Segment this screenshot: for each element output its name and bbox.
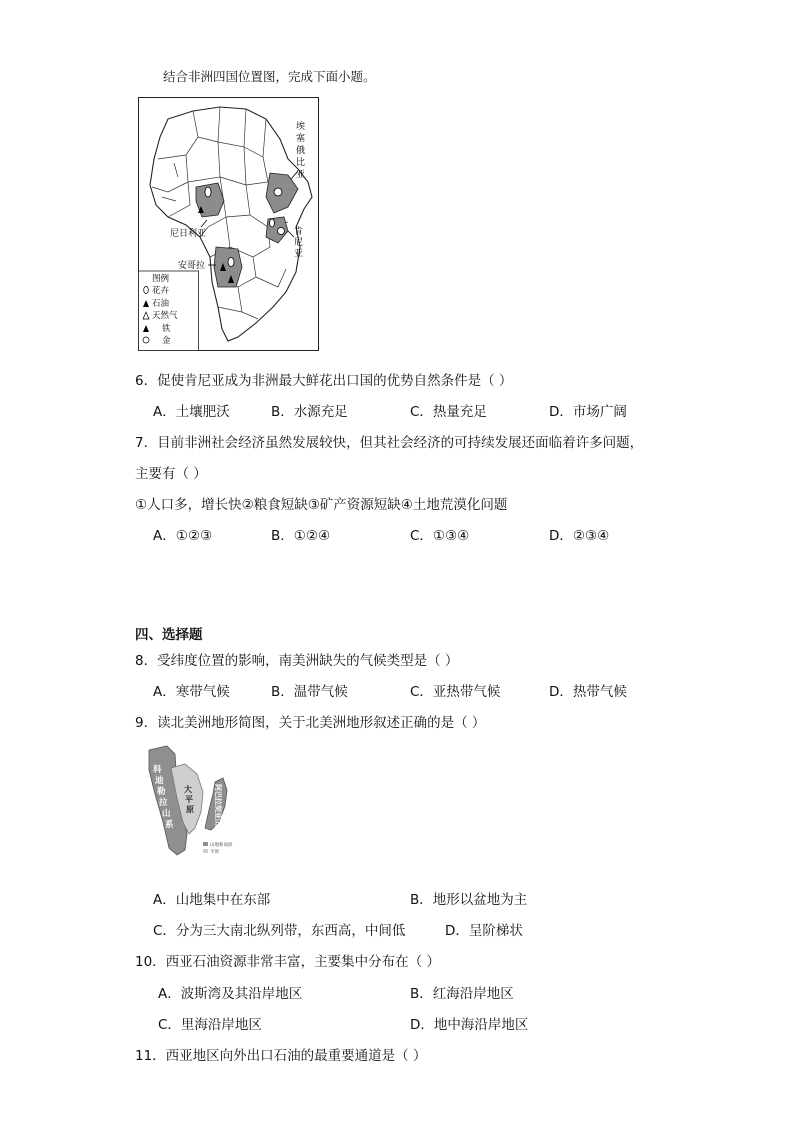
- q6-stem: 6．促使肯尼亚成为非洲最大鲜花出口国的优势自然条件是（ ）: [135, 373, 513, 389]
- legend-gold: 金: [162, 336, 171, 346]
- q9-option-b[interactable]: B．地形以盆地为主: [410, 892, 528, 908]
- q9-stem: 9．读北美洲地形简图，关于北美洲地形叙述正确的是（ ）: [135, 715, 486, 731]
- legend-title: 图例: [152, 274, 170, 284]
- q8-stem: 8．受纬度位置的影响，南美洲缺失的气候类型是（ ）: [135, 653, 459, 669]
- terrain-legend: [203, 841, 233, 855]
- svg-text:埃: 埃: [296, 122, 306, 132]
- q6-option-a[interactable]: A．土壤肥沃: [153, 404, 230, 420]
- map-legend: [139, 271, 199, 351]
- q8-option-a[interactable]: A．寒带气候: [153, 684, 230, 700]
- svg-text:科: 科: [153, 765, 162, 775]
- q7-choices: ①人口多，增长快②粮食短缺③矿产资源短缺④土地荒漠化问题: [135, 497, 508, 513]
- q6-option-c[interactable]: C．热量充足: [410, 404, 487, 420]
- svg-text:亚: 亚: [296, 170, 306, 180]
- q9-option-d[interactable]: D．呈阶梯状: [445, 923, 523, 939]
- north-america-map: [143, 742, 255, 860]
- gas-symbol-angola: [228, 258, 234, 267]
- legend-gas: 天然气: [152, 311, 178, 321]
- svg-text:塞: 塞: [296, 134, 306, 144]
- nigeria-label: 尼日利亚: [170, 229, 207, 239]
- intro-text: 结合非洲四国位置图，完成下面小题。: [163, 69, 376, 84]
- svg-text:迪: 迪: [155, 776, 164, 786]
- africa-map: [138, 97, 319, 351]
- svg-text:拉: 拉: [159, 798, 168, 808]
- svg-text:尼: 尼: [294, 238, 304, 248]
- appalachian-label: 阿巴拉契亚山脉: [214, 784, 222, 833]
- q8-option-d[interactable]: D．热带气候: [549, 684, 627, 700]
- svg-text:平: 平: [185, 795, 193, 804]
- svg-text:俄: 俄: [296, 146, 306, 156]
- kenya-label: [294, 225, 303, 259]
- legend-flower: 花卉: [152, 286, 170, 296]
- svg-text:肯: 肯: [294, 227, 304, 237]
- q7-option-c[interactable]: C．①③④: [410, 528, 470, 544]
- svg-text:比: 比: [296, 158, 306, 168]
- q11-stem: 11．西亚地区向外出口石油的最重要通道是（ ）: [135, 1048, 427, 1064]
- svg-text:山: 山: [162, 809, 171, 819]
- svg-text:大: 大: [184, 785, 192, 794]
- svg-text:原: 原: [186, 805, 194, 814]
- q9-option-a[interactable]: A．山地集中在东部: [153, 892, 271, 908]
- q10-option-b[interactable]: B．红海沿岸地区: [410, 986, 514, 1002]
- q7-option-b[interactable]: B．①②④: [271, 528, 331, 544]
- q10-option-c[interactable]: C．里海沿岸地区: [158, 1017, 262, 1033]
- q10-option-d[interactable]: D．地中海沿岸地区: [410, 1017, 529, 1033]
- q10-option-a[interactable]: A．波斯湾及其沿岸地区: [158, 986, 303, 1002]
- legend-oil: 石油: [152, 299, 170, 309]
- section-heading: 四、选择题: [135, 627, 203, 643]
- q7-stem-line1: 7．目前非洲社会经济虽然发展较快，但其社会经济的可持续发展还面临着许多问题，: [135, 435, 644, 451]
- q10-stem: 10．西亚石油资源非常丰富，主要集中分布在（ ）: [135, 954, 440, 970]
- angola-shape: [214, 247, 242, 287]
- q8-option-b[interactable]: B．温带气候: [271, 684, 348, 700]
- q6-option-b[interactable]: B．水源充足: [271, 404, 348, 420]
- legend-mountains: 山地和高原: [210, 843, 233, 848]
- q7-option-a[interactable]: A．①②③: [153, 528, 213, 544]
- flower-symbol-kenya: [270, 219, 275, 227]
- gold-symbol-kenya: [278, 228, 285, 235]
- q6-option-d[interactable]: D．市场广阔: [549, 404, 627, 420]
- svg-text:亚: 亚: [294, 249, 304, 259]
- svg-text:系: 系: [165, 820, 174, 830]
- ethiopia-label: [296, 120, 306, 180]
- q7-option-d[interactable]: D．②③④: [549, 528, 610, 544]
- gas-symbol-nigeria: [205, 187, 211, 197]
- q7-stem-line2: 主要有（ ）: [135, 466, 207, 482]
- angola-label: 安哥拉: [178, 261, 206, 271]
- legend-iron: 铁: [162, 324, 171, 334]
- legend-plain: 平原: [210, 850, 219, 855]
- q9-option-c[interactable]: C．分为三大南北纵列带，东西高，中间低: [153, 923, 406, 939]
- svg-text:勒: 勒: [157, 787, 166, 797]
- q8-option-c[interactable]: C．亚热带气候: [410, 684, 501, 700]
- gold-symbol-ethiopia: [274, 188, 282, 196]
